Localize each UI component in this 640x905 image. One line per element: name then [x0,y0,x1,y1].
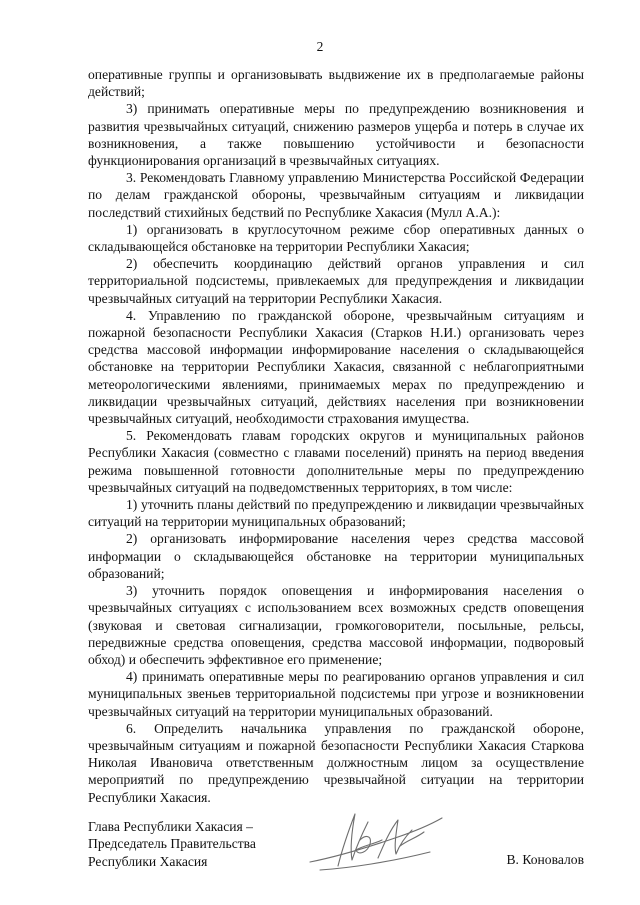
document-body [88,66,584,806]
paragraph: 3) принимать оперативные меры по предупреждению возникновения и развития чрезвычайных ситуаций, снижению размеров ущерба и потерь в случае их возникновения, а также повышению устойчивости и безопасности функционирования организаций в чрезвычайных ситуациях. [88,101,584,169]
signatory-title-line: Глава Республики Хакасия – [88,819,253,834]
paragraph: 6. Определить начальника управления по гражданской обороне, чрезвычайным ситуациям и пожарной безопасности Республики Хакасия Старкова Николая Ивановича ответственным должностным лицом за осуществление мероприятий по предупреждению чрезвычайной ситуации на территории Республики Хакасия. [88,720,584,805]
paragraph: 1) уточнить планы действий по предупреждению и ликвидации чрезвычайных ситуаций на территории муниципальных образований; [88,497,584,530]
handwritten-signature [300,800,450,875]
paragraph: 2) организовать информирование населения через средства массовой информации о складывающейся обстановке на территории муниципальных образований; [88,531,584,581]
page-number: 2 [316,39,324,54]
paragraph: 4. Управлению по гражданской обороне, чрезвычайным ситуациям и пожарной безопасности Республики Хакасия (Старков Н.И.) организовать через средства массовой информации информирование населения о складывающейся обстановке на территории Республики Хакасия, связанной с неблагоприятными метеорологическими явлениями, принимаемых мерах по предупреждению и ликвидации чрезвычайных ситуаций, действиях населения при возникновении чрезвычайных ситуаций, необходимости страхования имущества. [88,307,584,427]
paragraph: 3. Рекомендовать Главному управлению Министерства Российской Федерации по делам гражданской обороны, чрезвычайным ситуациям и ликвидации последствий стихийных бедствий по Республике Хакасия (Мулл А.А.): [88,170,584,220]
paragraph: 5. Рекомендовать главам городских округов и муниципальных районов Республики Хакасия (совместно с главами поселений) принять на период введения режима повышенной готовности дополнительные меры по предупреждению чрезвычайных ситуаций на подведомственных территориях, в том числе: [88,428,584,495]
paragraph: 1) организовать в круглосуточном режиме сбор оперативных данных о складывающейся обстановке на территории Республики Хакасия; [88,221,584,255]
paragraph: 3) уточнить порядок оповещения и информирования населения о чрезвычайных ситуациях с использованием всех возможных средств оповещения (звуковая и световая сигнализации, громкоговорители, посыльные, рельсы, передвижные средства оповещения, средства массовой информации, подворовый обход) и обеспечить эффективное его применение; [88,583,584,667]
signatory-title-line: Председатель Правительства [88,836,256,852]
signatory-title-line: Республики Хакасия [88,853,208,869]
paragraph: 4) принимать оперативные меры по реагированию органов управления и сил муниципальных звеньев территориальной подсистемы при угрозе и возникновении чрезвычайных ситуаций на территории муниципальных образований. [88,669,584,719]
paragraph: оперативные группы и организовывать выдвижение их в предполагаемые районы действий; [88,67,584,100]
paragraph: 2) обеспечить координацию действий органов управления и сил территориальной подсистемы, привлекаемых для предупреждения и ликвидации чрезвычайных ситуаций на территории Республики Хакасия. [88,256,584,306]
signatory-name: В. Коновалов [506,852,584,867]
